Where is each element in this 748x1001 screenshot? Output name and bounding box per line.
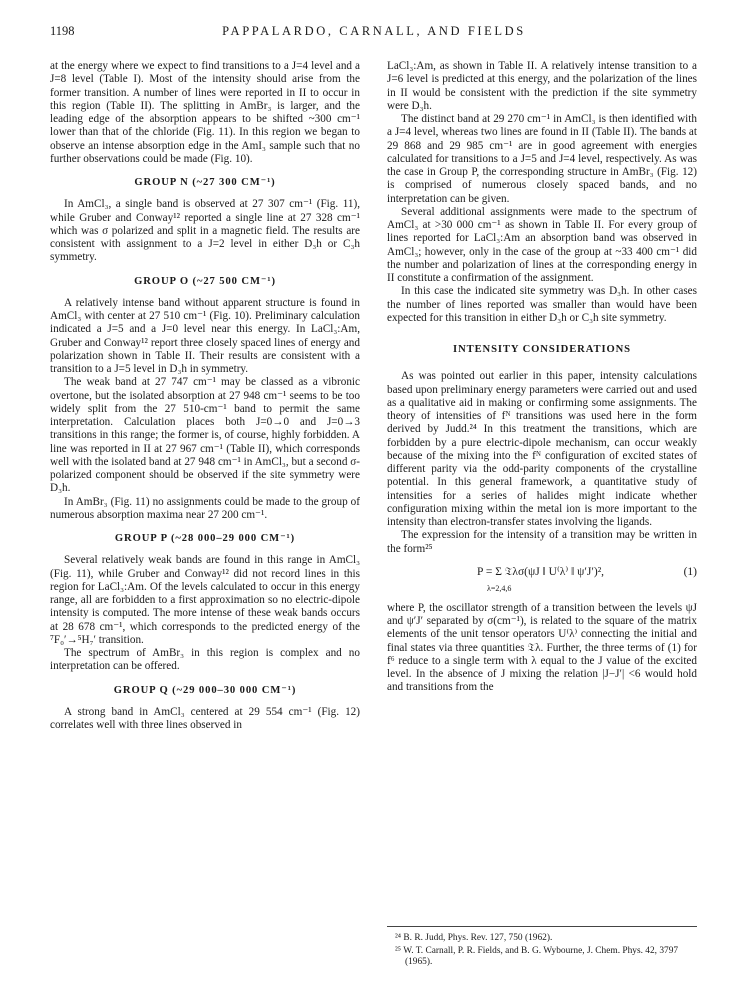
paragraph-right-4: In this case the indicated site symmetry was D₃h. In other cases the number of lines reported was smaller than would have been expected for this transition in either D₃h or C₃h site symmetry. — [387, 285, 697, 324]
paragraph-group-o-1: A relatively intense band without apparent structure is found in AmCl₃ with center at 27 510 cm⁻¹ (Fig. 10). Preliminary calculation indicated a J=5 and a J=0 level near this energy. In LaCl₃:Am, Gruber and Conway¹² report three closely spaced lines of energy and polarization shown in Table II. Their results are consistent with a transition to a J=5 level in D₃h in symmetry. — [50, 296, 360, 375]
heading-group-q: GROUP Q (~29 000–30 000 CM⁻¹) — [113, 684, 297, 696]
page-header — [50, 24, 698, 42]
right-column — [387, 60, 697, 695]
paragraph-group-o-3: In AmBr₃ (Fig. 11) no assignments could be made to the group of numerous absorption maxima near 27 200 cm⁻¹. — [50, 495, 360, 521]
equation-summation-subscript: λ=2,4,6 — [487, 583, 512, 593]
running-title: PAPPALARDO, CARNALL, AND FIELDS — [222, 24, 526, 38]
footnote-25: ²⁵ W. T. Carnall, P. R. Fields, and B. G. Wybourne, J. Chem. Phys. 42, 3797 (1965). — [395, 945, 679, 967]
heading-group-p: GROUP P (~28 000–29 000 CM⁻¹) — [114, 533, 296, 544]
heading-group-o: GROUP O (~27 500 CM⁻¹) — [134, 275, 276, 287]
left-column — [50, 60, 360, 732]
footnote-24: ²⁴ B. R. Judd, Phys. Rev. 127, 750 (1962). — [395, 933, 553, 943]
equation-1 — [387, 562, 697, 596]
paragraph-group-p-2: The spectrum of AmBr₃ in this region is complex and no interpretation can be offered. — [50, 647, 360, 673]
paragraph-continued: LaCl₃:Am, as shown in Table II. A relatively intense transition to a J=6 level is predicted at this energy, and the polarization of the lines in II would be consistent with the prediction if the site symmetry were D₃h. — [387, 60, 697, 112]
equation-body: P = Σ 𝔗λσ(ψJ ‖ U⁽λ⁾ ‖ ψ′J′)², — [477, 565, 605, 578]
heading-group-n: GROUP N (~27 300 CM⁻¹) — [134, 177, 276, 188]
paragraph-group-q-1: A strong band in AmCl₃ centered at 29 554 cm⁻¹ (Fig. 12) correlates well with three lines observed in — [50, 705, 360, 731]
heading-intensity-considerations: INTENSITY CONSIDERATIONS — [453, 344, 631, 355]
paragraph-group-o-2: The weak band at 27 747 cm⁻¹ may be classed as a vibronic overtone, but the isolated absorption at 27 948 cm⁻¹ seems to be too widely split from the 27 510-cm⁻¹ band to permit the same interpretation. Calculation places both J=0→0 and J=0→3 transitions in this range; the former is, of course, highly forbidden. A line was reported in II at 27 967 cm⁻¹ (Table II), which corresponds well with the isolated band at 27 948 cm⁻¹ in AmCl₃, but a second σ-polarized component should be observed if the site symmetry were D₃h. — [50, 376, 360, 495]
equation-number: (1) — [683, 565, 697, 578]
paragraph-right-6: The expression for the intensity of a transition may be written in the form²⁵ — [387, 529, 697, 555]
paragraph-group-n: In AmCl₃, a single band is observed at 27 307 cm⁻¹ (Fig. 11), while Gruber and Conway¹² reported a single line at 27 328 cm⁻¹ which was σ polarized and split in a magnetic field. The results are consistent with assignment to a J=2 level in either D₃h or C₃h symmetry. — [50, 198, 360, 264]
paragraph-intro: at the energy where we expect to find transitions to a J=4 level and a J=8 level (Table I). Most of the intensity should arise from the former transition. A number of lines were reported in II to occur in this region (Table II). The splitting in AmBr₃ is larger, and the leading edge of the absorption appears to be shifted ~300 cm⁻¹ lower than that of the chloride (Fig. 11). In this region we began to observe an intense absorption edge in the AmI₃ sample such that no further observations could be made (Fig. 10). — [50, 60, 360, 165]
paragraph-right-7: where P, the oscillator strength of a transition between the levels ψJ and ψ′J′ separated by σ(cm⁻¹), is related to the square of the matrix elements of the unit tensor operators U⁽λ⁾ connecting the initial and final states via three quantities 𝔗λ. Further, the three terms of (1) for f⁶ reduce to a single term with λ equal to the J value of the excited level. In the absence of J mixing the relation |J−J′| <6 would hold and transitions from the — [387, 601, 697, 694]
paragraph-right-2: The distinct band at 29 270 cm⁻¹ in AmCl₃ is then identified with a J=4 level, whereas two lines are found in II (Table II). The bands at 29 868 and 29 985 cm⁻¹ are in good agreement with energies calculated for transitions to a J=5 and J=4 level, respectively. As was the case in Group P, the corresponding structure in AmBr₃ (Fig. 12) is comprised of numerous closely spaced bands, and no interpretation can be given. — [387, 113, 697, 205]
paragraph-right-5: As was pointed out earlier in this paper, intensity calculations based upon preliminary energy parameters were carried out and used as a qualitative aid in making or confirming some assignments. The theory of intensities of fᴺ transitions was used here in the form derived by Judd.²⁴ In this treatment the transitions, which are forbidden by a pure electric-dipole mechanism, can occur weakly because of the mixing into the fᴺ configuration of excited states of different parity via the odd-parity components of the crystalline potential. In this general framework, a quantitative study of intensities for a series of halides might indicate whether configuration mixing within the metal ion is more important to the intensity than electron-transfer states involving the ligands. — [387, 370, 697, 528]
page-number: 1198 — [50, 24, 75, 38]
footnotes — [387, 926, 697, 970]
paragraph-group-p-1: Several relatively weak bands are found in this range in AmCl₃ (Fig. 11), while Gruber and Conway¹² did not record lines in this region for LaCl₃:Am. Of the levels calculated to occur in this energy range, all are forbidden to a first approximation so no electric-dipole intensity is computed. The more intense of these weak bands occurs at 28 678 cm⁻¹, which corresponds to the predicted energy of the ⁷F₀′→⁵H₇′ transition. — [50, 554, 360, 646]
paragraph-right-3: Several additional assignments were made to the spectrum of AmCl₃ at >30 000 cm⁻¹ as shown in Table II. For every group of lines reported for LaCl₃:Am an absorption band was observed in AmCl₃; however, only in the case of the group at ~33 400 cm⁻¹ did the number and polarization of lines at the corresponding energy in II constitute a confirmation of the assignment. — [387, 205, 697, 284]
